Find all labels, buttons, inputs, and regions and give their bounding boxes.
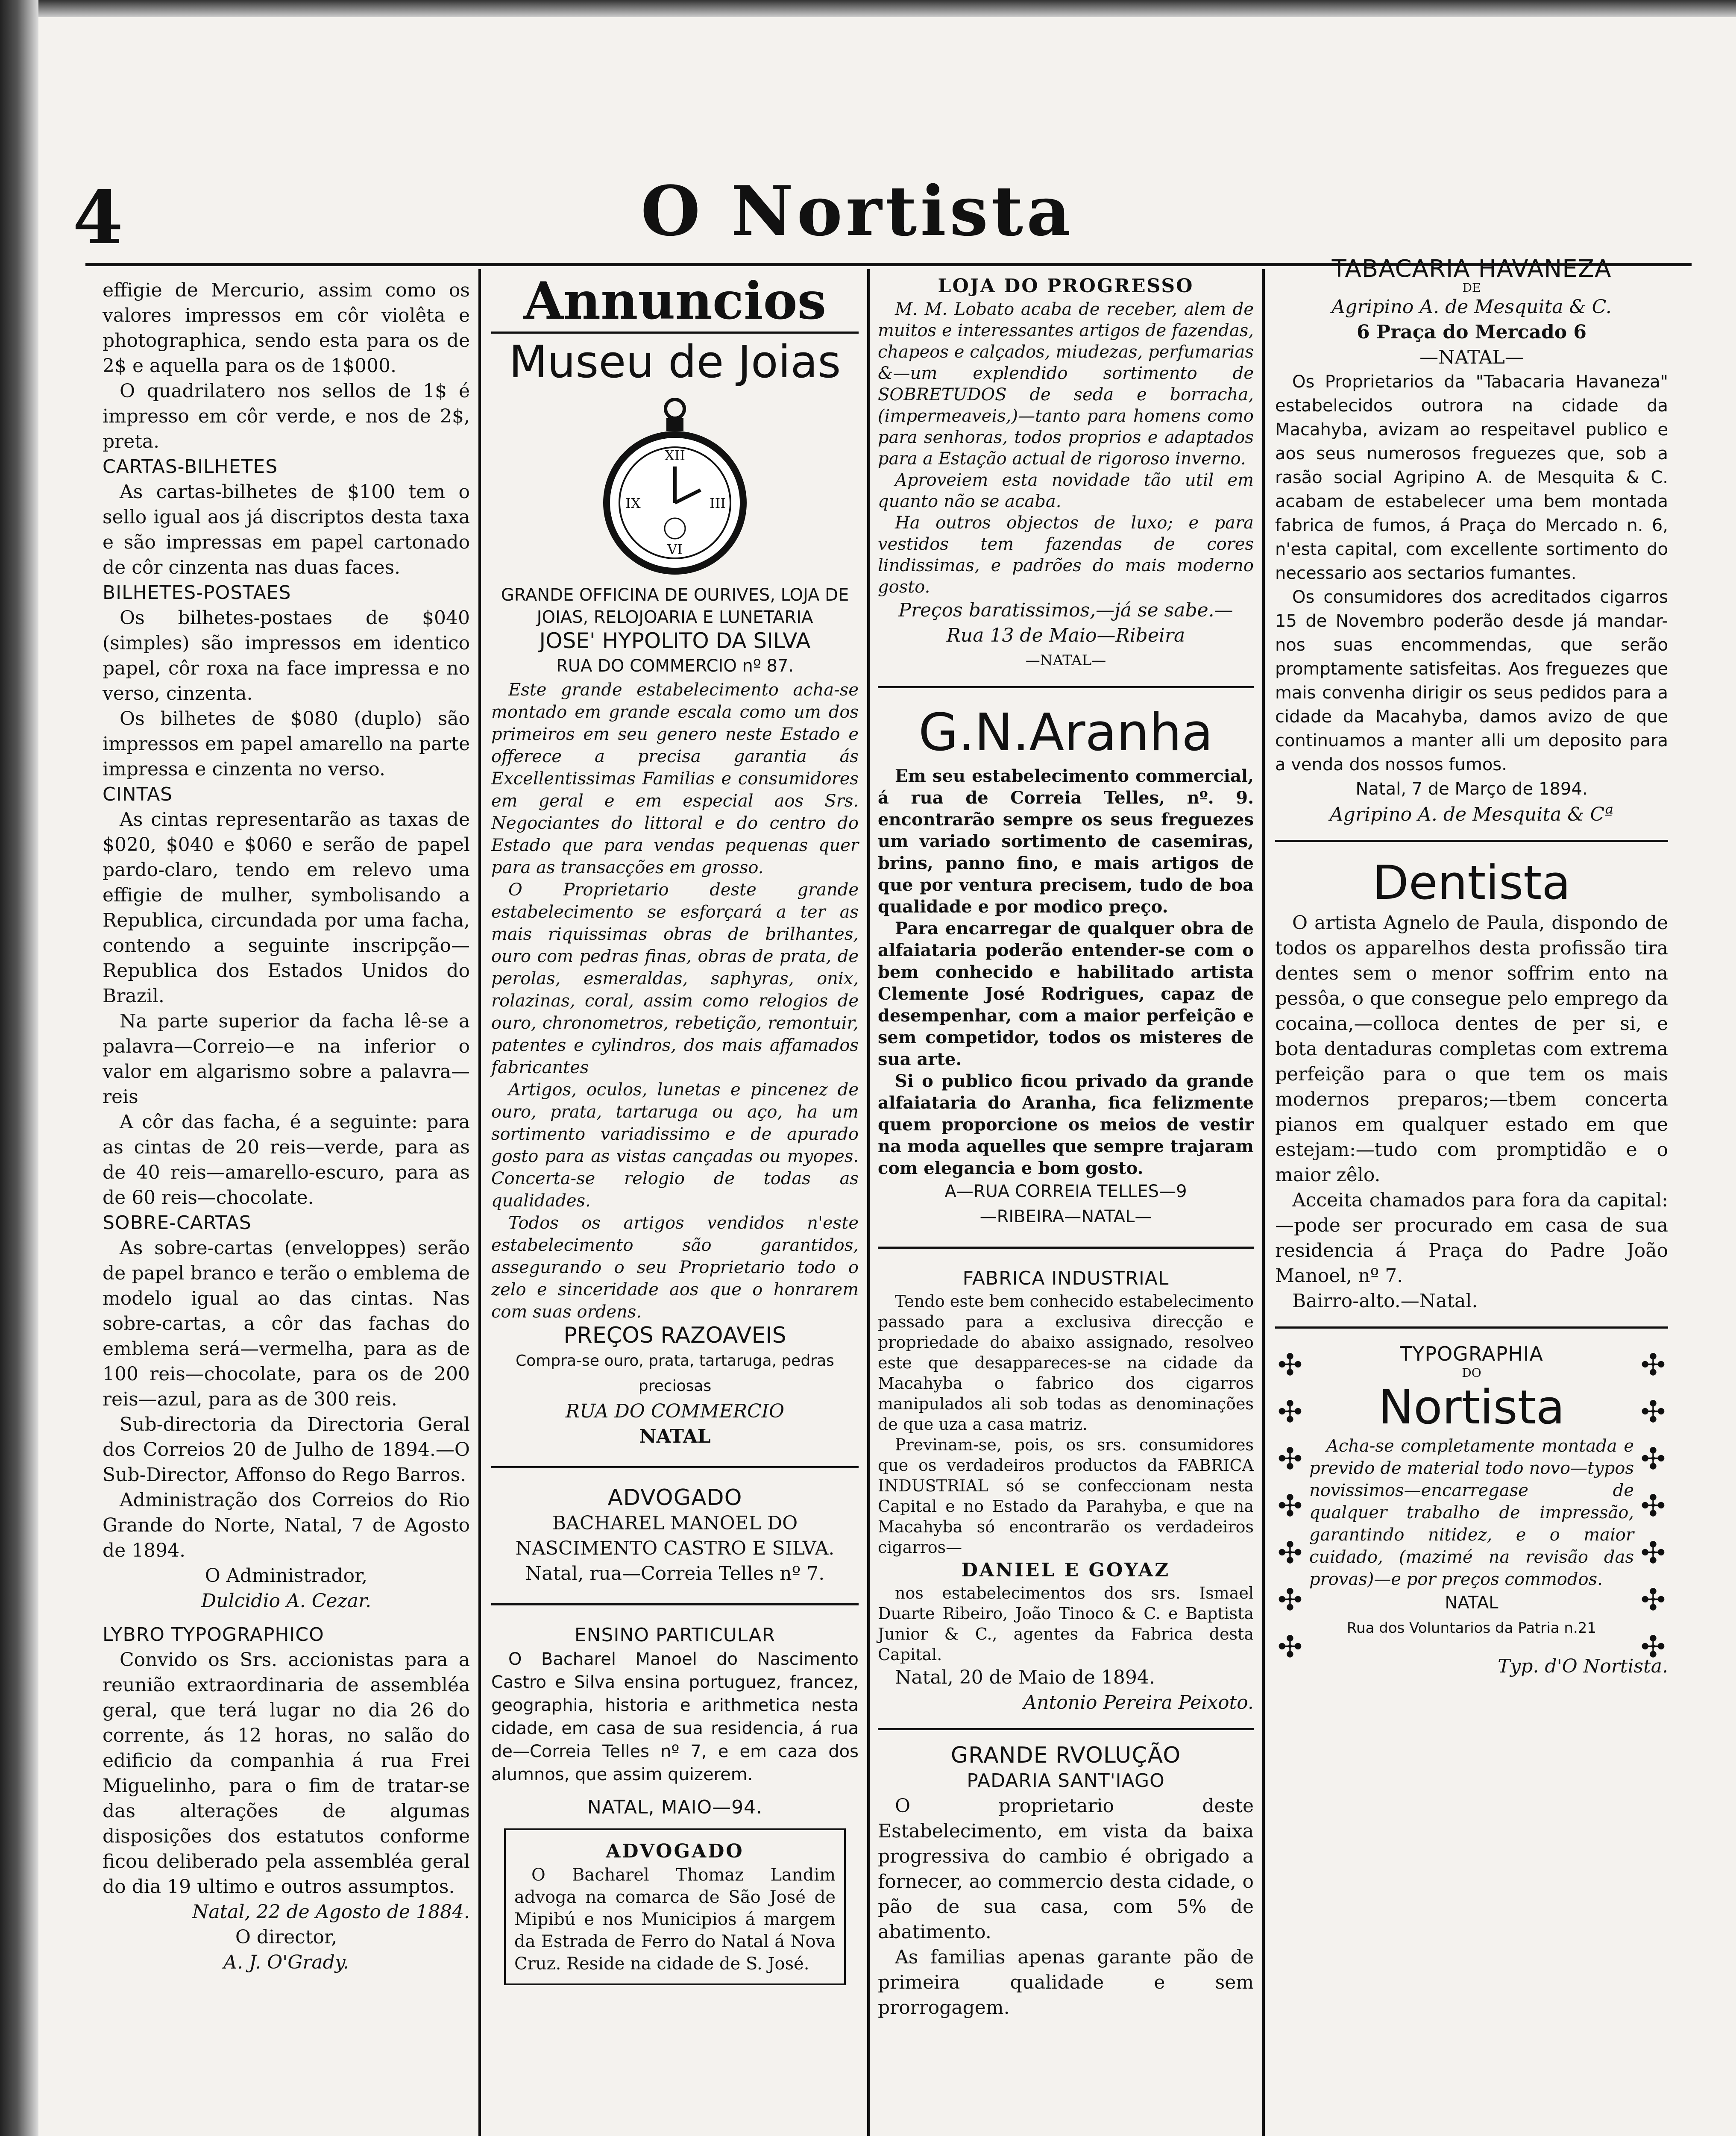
revolucao-text-2: As familias apenas garante pão de primeira qualidade e sem prorrogagem. [878, 1946, 1254, 2019]
right-ornament-icon: ✣ ✣ ✣ ✣ ✣ ✣ ✣ [1640, 1347, 1666, 1664]
col1-section-bilhetes-postaes: BILHETES-POSTAES [103, 582, 291, 604]
loja-text-3: Ha outros objectos de luxo; e para vestidos tem fazendas de cores lindissimas, e padrões do mais moderno gosto. [878, 513, 1254, 597]
column-1 [103, 278, 470, 1975]
loja-natal: —NATAL— [1025, 652, 1106, 669]
column-rule-1 [478, 269, 481, 2136]
aranha-text-1: Em seu estabelecimento commercial, á rua de Correia Telles, nº. 9. encontrarão sempre os seus freguezes um variado sortimento de casemiras, brins, panno fino, e mais artigos de que por ventura precisem, tudo de boa qualidade e por modico preço. [878, 766, 1254, 917]
ensino-title: ENSINO PARTICULAR [574, 1624, 776, 1646]
col1-date-natal: Natal, 22 de Agosto de 1884. [192, 1901, 470, 1923]
col1-section-sobre-cartas: SOBRE-CARTAS [103, 1212, 252, 1234]
tabacaria-rule [1275, 840, 1668, 842]
aranha-rule [878, 1247, 1254, 1249]
col1-text-10: A côr das facha, é a seguinte: para as cintas de 20 reis—verde, para as de 40 reis—amarello-escuro, para as de 60 reis—chocolate. [103, 1111, 470, 1209]
col1-text-5: Os bilhetes-postaes de $040 (simples) são impressos em identico papel, côr roxa na face impressa e no verso, cinzenta. [103, 607, 470, 704]
dentista-title: Dentista [1372, 855, 1571, 910]
typographia-natal: NATAL [1445, 1593, 1498, 1613]
fabrica-rule [878, 1728, 1254, 1730]
tabacaria-text-1: Os Proprietarios da "Tabacaria Havaneza" estabelecidos outrora na cidade da Macahyba, avizam ao respeitavel publico e aos seus numerosos freguezes que, sob a rasão social Agripino A. de Mesquita & C. acabam de estabelecer uma bem montada fabrica de fumos, á Praça do Mercado n. 6, n'esta capital, com excellente sortimento do necessario aos sectarios fumantes. [1275, 372, 1668, 583]
tabacaria-title: TABACARIA HAVANEZA [1331, 255, 1612, 283]
typographia-box [1275, 1341, 1668, 1664]
aranha-city: —RIBEIRA—NATAL— [979, 1207, 1152, 1226]
tabacaria-natal: —NATAL— [1419, 346, 1524, 368]
shop-address: RUA DO COMMERCIO nº 87. [556, 656, 794, 676]
tabacaria-owner: Agripino A. de Mesquita & C. [1331, 296, 1612, 318]
aranha-name: G.N.Aranha [918, 703, 1213, 763]
column-3 [878, 273, 1254, 2020]
col1-section-cartas-bilhetes: CARTAS-BILHETES [103, 456, 278, 478]
annuncios-rule [491, 332, 859, 334]
aranha-address: A—RUA CORREIA TELLES—9 [944, 1182, 1187, 1201]
col1-signature-cezar: Dulcidio A. Cezar. [201, 1590, 372, 1612]
fabrica-signature: Antonio Pereira Peixoto. [1023, 1692, 1254, 1713]
typographia-name: Nortista [1378, 1380, 1565, 1435]
rua-do-commercio: RUA DO COMMERCIO [565, 1400, 785, 1422]
fabrica-text-3: nos estabelecimentos dos srs. Ismael Duarte Ribeiro, João Tinoco & C. e Baptista Junior & C., agentes da Fabrica desta Capital. [878, 1584, 1254, 1664]
tabacaria-address: 6 Praça do Mercado 6 [1357, 321, 1586, 343]
fabrica-title: FABRICA INDUSTRIAL [962, 1268, 1169, 1289]
col1-director: O director, [235, 1926, 337, 1948]
fabrica-brand: DANIEL E GOYAZ [961, 1559, 1170, 1581]
dentista-text-3: Bairro-alto.—Natal. [1292, 1290, 1478, 1312]
annuncios-heading: Annuncios [523, 271, 827, 331]
box-advogado-title: ADVOGADO [606, 1840, 744, 1862]
fabrica-text-2: Previnam-se, pois, os srs. consumidores que os verdadeiros productos da FABRICA INDUSTRIAL só se confeccionam nesta Capital e no Estado da Parahyba, e que na Macahyba só encontrarão os verdadeiros cigarros— [878, 1435, 1254, 1557]
tabacaria-text-2: Os consumidores dos acreditados cigarros 15 de Novembro poderão desde já mandar-nos suas encommendas, que serão promptamente satisfeitas. Aos freguezes que mais convenha dirigir os seus pedidos para a cidade da Macahyba, damos avizo de que continuamos a manter alli um deposito para a venda dos nossos fumos. [1275, 587, 1668, 775]
padaria-title: PADARIA SANT'IAGO [967, 1770, 1165, 1792]
revolucao-text-1: O proprietario deste Estabelecimento, em vista da baixa progressiva do cambio é obrigado a fornecer, ao commercio desta cidade, o pão de sua casa, com 5% de abatimento. [878, 1795, 1254, 1943]
col1-text-13: Sub-directoria da Directoria Geral dos Correios 20 de Julho de 1894.—O Sub-Director, Affonso do Rego Barros. [103, 1414, 470, 1486]
col1-section-cintas: CINTAS [103, 783, 173, 805]
col1-text-1: O quadrilatero nos sellos de 1$ é impresso em côr verde, e nos de 2$, preta. [103, 380, 470, 452]
typographia-do: DO [1462, 1366, 1481, 1380]
revolucao-title: GRANDE RVOLUÇÃO [950, 1743, 1181, 1768]
loja-address: Rua 13 de Maio—Ribeira [946, 625, 1185, 646]
dentista-rule [1275, 1326, 1668, 1329]
box-advogado-text: O Bacharel Thomaz Landim advoga na comarca de São José de Mipibú e nos Municipios á margem da Estrada de Ferro do Natal á Nova Cruz. Reside na cidade de S. José. [514, 1865, 836, 1974]
loja-precos: Preços baratissimos,—já se sabe.— [898, 599, 1233, 621]
col1-signature-ogrady: A. J. O'Grady. [223, 1951, 349, 1973]
col1-text-9: Na parte superior da facha lê-se a palavra—Correio—e na inferior o valor em algarismo sobre a palavra—reis [103, 1010, 470, 1108]
advogado-ornament-box [504, 1828, 846, 1985]
advogado-rule [491, 1603, 859, 1605]
loja-progresso-title: LOJA DO PROGRESSO [938, 275, 1194, 297]
typographia-title: TYPOGRAPHIA [1400, 1342, 1543, 1365]
col1-text-8: As cintas representarão as taxas de $020, $040 e $060 e serão de papel pardo-claro, tendo em relevo uma effigie de mulher, symbolisando a Republica, circundada por uma facha, contendo a seguinte inscripção—Republica dos Estados Unidos do Brazil. [103, 809, 470, 1007]
precos-razoaveis: PREÇOS RAZOAVEIS [563, 1323, 786, 1348]
museu-text-1: Este grande estabelecimento acha-se montado em grande escala como um dos primeiros em seu genero neste Estado e offerece a precisa garantia ás Excellentissimas Familias e consumidores em geral e em especial aos Srs. Negociantes do littoral e do centro do Estado que para vendas pequenas quer para as transacções em grosso. [491, 680, 859, 877]
museu-rule [491, 1466, 859, 1468]
museu-text-4: Todos os artigos vendidos n'este estabelecimento são garantidos, assegurando o seu Proprietario todo o zelo e sinceridade aos que o honrarem com suas ordens. [491, 1213, 859, 1322]
masthead-title: O Nortista [641, 171, 1074, 251]
column-4 [1275, 256, 1668, 1679]
col1-text-3: As cartas-bilhetes de $100 tem o sello igual aos já discriptos desta taxa e são impressas em papel cartonado de côr cinzenta nas duas faces. [103, 481, 470, 578]
column-2 [491, 273, 859, 1994]
dentista-text-1: O artista Agnelo de Paula, dispondo de todos os apparelhos desta profissão tira dentes sem o menor soffrim ento na pessôa, o que consegue pelo emprego da cocaina,—colloca dentes de per si, e bota dentaduras completas com extrema perfeição para o que tem os mais modernos preparos;—tbem concerta pianos em qualquer estado em que estejam:—tudo com promptidão e o maior zêlo. [1275, 912, 1668, 1186]
advogado-text: BACHAREL MANOEL DO NASCIMENTO CASTRO E SILVA. [515, 1512, 835, 1559]
loja-text-1: M. M. Lobato acaba de receber, alem de muitos e interessantes artigos de fazendas, chapeos e calçados, miudezas, perfumarias &—um explendido sortimento de SOBRETUDOS de seda e borracha, (impermeaveis,)—tanto para homens como para senhoras, todos proprios e adaptados para a Estação actual de rigoroso inverno. [878, 299, 1254, 469]
dentista-text-2: Acceita chamados para fora da capital:—pode ser procurado em casa de sua residencia á Praça do Padre João Manoel, nº 7. [1275, 1189, 1668, 1287]
loja-text-2: Aproveiem esta novidade tão util em quanto não se acaba. [878, 470, 1254, 511]
scan-top-edge [0, 0, 1736, 17]
svg-text:III: III [710, 495, 726, 511]
page-number: 4 [73, 175, 123, 261]
ensino-date: NATAL, MAIO—94. [587, 1796, 763, 1818]
svg-text:VI: VI [667, 541, 683, 557]
museu-de-joias-title: Museu de Joias [509, 336, 841, 388]
fabrica-date: Natal, 20 de Maio de 1894. [895, 1667, 1155, 1688]
museu-natal: NATAL [639, 1426, 711, 1447]
col1-text-14: Administração dos Correios do Rio Grande do Norte, Natal, 7 de Agosto de 1894. [103, 1489, 470, 1561]
loja-rule [878, 686, 1254, 688]
svg-text:IX: IX [625, 495, 641, 511]
tabacaria-de: DE [1462, 281, 1481, 295]
tabacaria-signature: Agripino A. de Mesquita & Cª [1330, 804, 1613, 825]
compra-line: Compra-se ouro, prata, tartaruga, pedras preciosas [516, 1352, 834, 1395]
col1-section-lybro: LYBRO TYPOGRAPHICO [103, 1624, 324, 1646]
advogado-address: Natal, rua—Correia Telles nº 7. [525, 1563, 825, 1584]
aranha-text-2: Para encarregar de qualquer obra de alfaiataria poderão entender-se com o bem conhecido e habilitado artista Clemente José Rodrigues, capaz de desempenhar, com a maior perfeição e sem competidor, todos os misteres de sua arte. [878, 918, 1254, 1069]
fabrica-text-1: Tendo este bem conhecido estabelecimento passado para a exclusiva direcção e propriedade do abaixo assignado, resolveo este que desappareces-se na cidade da Macahyba o fabrico dos cigarros manipulados ali sob todas as denominações de que uza a casa matriz. [878, 1292, 1254, 1434]
pocket-watch-icon [602, 396, 748, 575]
col1-text-0: effigie de Mercurio, assim como os valores impressos em côr violêta e photographica, sendo esta para os de 2$ e aquella para os de 1$000. [103, 279, 470, 377]
typographia-address: Rua dos Voluntarios da Patria n.21 [1346, 1620, 1597, 1637]
typographia-text: Acha-se completamente montada e prevido de material todo novo—typos novissimos—encarregase de qualquer trabalho de impressão, garantindo nitidez, e o maior cuidado, (mazimé na revisão das provas)—e por preços commodos. [1309, 1436, 1634, 1589]
museu-text-2: O Proprietario deste grande estabelecimento se esforçará a ter as mais riquissimas obras de brilhantes, ouro com pedras finas, obras de prata, de perolas, esmeraldas, saphyras, onix, rolazinas, coral, assim como relogios de ouro, chronometros, rebetição, remontuir, patentes e cylindros, dos mais affamados fabricantes [491, 880, 859, 1077]
column-rule-3 [1262, 269, 1265, 2136]
scan-left-edge [0, 0, 38, 2136]
ensino-text: O Bacharel Manoel do Nascimento Castro e Silva ensina portuguez, francez, geographia, historia e arithmetica nesta cidade, em casa de sua residencia, á rua de—Correia Telles nº 7, e em caza dos alumnos, que assim quizerem. [491, 1649, 859, 1784]
page-header [64, 171, 1687, 265]
col1-text-6: Os bilhetes de $080 (duplo) são impressos em papel amarello na parte impressa e cinzenta no verso. [103, 708, 470, 780]
left-ornament-icon: ✣ ✣ ✣ ✣ ✣ ✣ ✣ [1277, 1347, 1303, 1664]
aranha-text-3: Si o publico ficou privado da grande alfaiataria do Aranha, fica felizmente quem proporcione os meios de vestir na moda aquelles que sempre trajaram com elegancia e bom gosto. [878, 1071, 1254, 1178]
col1-text-12: As sobre-cartas (enveloppes) serão de papel branco e terão o emblema de modelo igual ao das cintas. Nas sobre-cartas, a côr das fachas do emblema será—vermelha, para as de 100 reis—chocolate, para os de 200 reis—azul, para as de 300 reis. [103, 1237, 470, 1410]
svg-text:XII: XII [664, 447, 686, 464]
officina-title: GRANDE OFFICINA DE OURIVES, LOJA DE JOIAS, RELOJOARIA E LUNETARIA [501, 585, 849, 627]
museu-text-3: Artigos, oculos, lunetas e pincenez de ouro, prata, tartaruga ou aço, ha um sortimento variadissimo e de apurado gosto para as vistas cançadas ou myopes. Concerta-se relogio de todas as qualidades. [491, 1080, 859, 1211]
tabacaria-date: Natal, 7 de Março de 1894. [1355, 779, 1588, 799]
col1-text-18: Convido os Srs. accionistas para a reunião extraordinaria de assembléa geral, que terá lugar no dia 26 do corrente, ás 12 horas, no salão do edificio da companhia á rua Frei Miguelinho, para o fim de tratar-se das alterações de algumas disposições dos estatutos conforme ficou deliberado pela assembléa geral do dia 19 ultimo e outros assumptos. [103, 1649, 470, 1898]
advogado-title: ADVOGADO [607, 1485, 742, 1511]
typographia-footer: Typ. d'O Nortista. [1498, 1655, 1668, 1677]
col1-administrador: O Administrador, [205, 1565, 368, 1587]
column-rule-2 [867, 269, 870, 2136]
owner-name: JOSE' HYPOLITO DA SILVA [539, 628, 811, 653]
